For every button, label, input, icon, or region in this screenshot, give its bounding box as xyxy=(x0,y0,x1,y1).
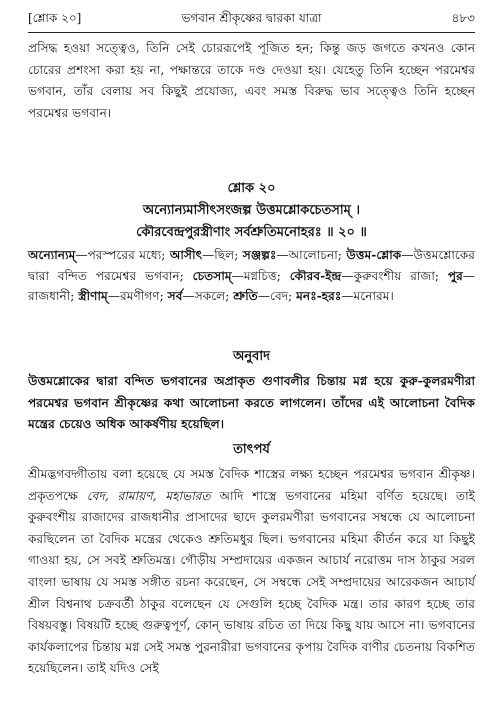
synonym-word: অন্যোন্যম্ xyxy=(28,248,76,262)
synonyms-block: অন্যোন্যম্—পরস্পরের মধ্যে; আসীৎ—ছিল; সঞ্জল্পঃ—আলোচনা; উত্তম-শ্লোক—উত্তমশ্লোকের দ্বারা বন্দিত পরমেশ্বর ভগবান; চেতসাম্—মগ্নচিত্ত; কৌরব-ইন্দ্র—কুরুবংশীয় রাজা; পুর—রাজধানী; স্ত্রীণাম্—রমণীগণ; সর্ব—সকলে; শ্রুতি—বেদ; মনঃ-হরঃ—মনোরম। xyxy=(28,248,476,303)
purport-heading: তাৎপর্য xyxy=(233,442,270,457)
purport-text xyxy=(28,464,475,680)
header-rule xyxy=(28,32,475,33)
synonym-meaning: উত্তমশ্লোকের দ্বারা বন্দিত পরমেশ্বর ভগবান; xyxy=(28,248,476,283)
synonym-meaning: রাজধানী; xyxy=(28,289,75,303)
verse-line-1: অন্যোন্যমাসীৎসংজল্প উত্তমশ্লোকচেতসাম্ । xyxy=(142,203,361,218)
synonym-meaning: রমণীগণ; xyxy=(119,289,164,303)
verse-heading: শ্লোক ২০ xyxy=(227,181,276,196)
synonym-word: সঞ্জল্পঃ xyxy=(242,248,277,262)
verse-line-2: কৌরবেন্দ্রপুরস্ত্রীণাং সর্বশ্রুতিমনোহরঃ ॥ ২০ ॥ xyxy=(136,225,367,240)
translation-heading: অনুবাদ xyxy=(233,349,270,364)
header-chapter-title: ভগবান শ্রীকৃষ্ণের দ্বারকা যাত্রা xyxy=(181,11,322,25)
synonym-word: মনঃ-হরঃ xyxy=(296,289,342,303)
synonym-word: চেতসাম্ xyxy=(192,268,232,283)
synonym-word: পুর xyxy=(447,268,463,283)
synonym-meaning: সকলে; xyxy=(194,289,230,303)
synonym-meaning: মগ্নচিত্ত; xyxy=(243,268,281,283)
synonym-meaning: বেদ; xyxy=(270,289,293,303)
synonym-meaning: মনোরম। xyxy=(353,289,394,303)
synonym-word: কৌরব-ইন্দ্র xyxy=(289,268,342,283)
purport-part-1: শ্রীমদ্ভগবদ্গীতায় বলা হয়েছে যে সমস্ত বৈদিক শাস্ত্রের লক্ষ্য হচ্ছেন পরমেশ্বর ভগবান শ্রীকৃষ্ণ। প্রকৃতপক্ষে xyxy=(28,467,475,503)
synonym-meaning: আলোচনা; xyxy=(288,248,342,262)
intro-paragraph: প্রসিদ্ধ হওয়া সত্ত্বেও, তিনি সেই চোররূপেই পূজিত হন; কিন্তু জড় জগতে কখনও কোন চোরের প্রশংসা করা হয় না, পক্ষান্তরে তাকে দণ্ড দেওয়া হয়। যেহেতু তিনি হচ্ছেন পরমেশ্বর ভগবান, তাঁর বেলায় সব কিছুই প্রযোজ্য, এবং সমস্ত বিরুদ্ধ ভাব সত্ত্বেও তিনি হচ্ছেন পরমেশ্বর ভগবান। xyxy=(28,41,475,120)
synonym-word: স্ত্রীণাম্ xyxy=(78,289,108,303)
synonym-word: সর্ব xyxy=(167,289,183,303)
synonym-meaning: ছিল; xyxy=(214,248,239,262)
synonym-word: উত্তম-শ্লোক xyxy=(346,248,402,262)
synonym-word: শ্রুতি xyxy=(233,289,258,303)
running-header xyxy=(28,10,475,30)
header-verse-ref: [শ্লোক ২০] xyxy=(28,11,82,25)
translation-text: উত্তমশ্লোকের দ্বারা বন্দিত ভগবানের অপ্রাকৃত গুণাবলীর চিন্তায় মগ্ন হয়ে কুরু-কুলরমণীরা পরমেশ্বর ভগবান শ্রীকৃষ্ণের কথা আলোচনা করতে লাগলেন। তাঁদের এই আলোচনা বৈদিক মন্ত্রের চেয়েও অধিক আকর্ষণীয় হয়েছিল। xyxy=(28,374,475,431)
page-number: ৪৮৩ xyxy=(451,11,475,25)
purport-part-2: আদি শাস্ত্রে ভগবানের মহিমা বর্ণিত হয়েছে। তাই কুরুবংশীয় রাজাদের রাজধানীর প্রাসাদের ছাদে কুলরমণীরা ভগবানের সম্বন্ধে যে আলোচনা করছিলেন তা বৈদিক মন্ত্রের থেকেও শ্রুতিমধুর ছিল। ভগবানের মহিমা কীর্তন করে যা কিছুই গাওয়া হয়, সে সবই শ্রুতিমন্ত্র। গৌড়ীয় সম্প্রদায়ের একজন আচার্য নরোত্তম দাস ঠাকুর সরল বাংলা ভাষায় যে সমস্ত সঙ্গীত রচনা করেছেন, সে সম্বন্ধে সেই সম্প্রদায়ের আরেকজন আচার্য শ্রীল বিশ্বনাথ চক্রবর্তী ঠাকুর বলেছেন যে সেগুলি হচ্ছে বৈদিক মন্ত্র। তার কারণ হচ্ছে তার বিষয়বস্তু। বিষয়টি হচ্ছে গুরুত্বপূর্ণ, কোন্ ভাষায় রচিত তা দিয়ে কিছু যায় আসে না। ভগবানের কার্যকলাপের চিন্তায় মগ্ন সেই সমস্ত পুরনারীরা ভগবানের কৃপায় বৈদিক বাণীর চেতনায় বিকশিত হয়েছিলেন। তাই যদিও সেই xyxy=(28,488,475,676)
synonym-word: আসীৎ xyxy=(169,248,203,262)
purport-italic-titles: বেদ, রামায়ণ, মহাভারত xyxy=(86,488,211,503)
synonym-meaning: কুরুবংশীয় রাজা; xyxy=(353,268,439,283)
verse-text xyxy=(28,200,475,244)
synonym-meaning: পরস্পরের মধ্যে; xyxy=(87,248,166,262)
